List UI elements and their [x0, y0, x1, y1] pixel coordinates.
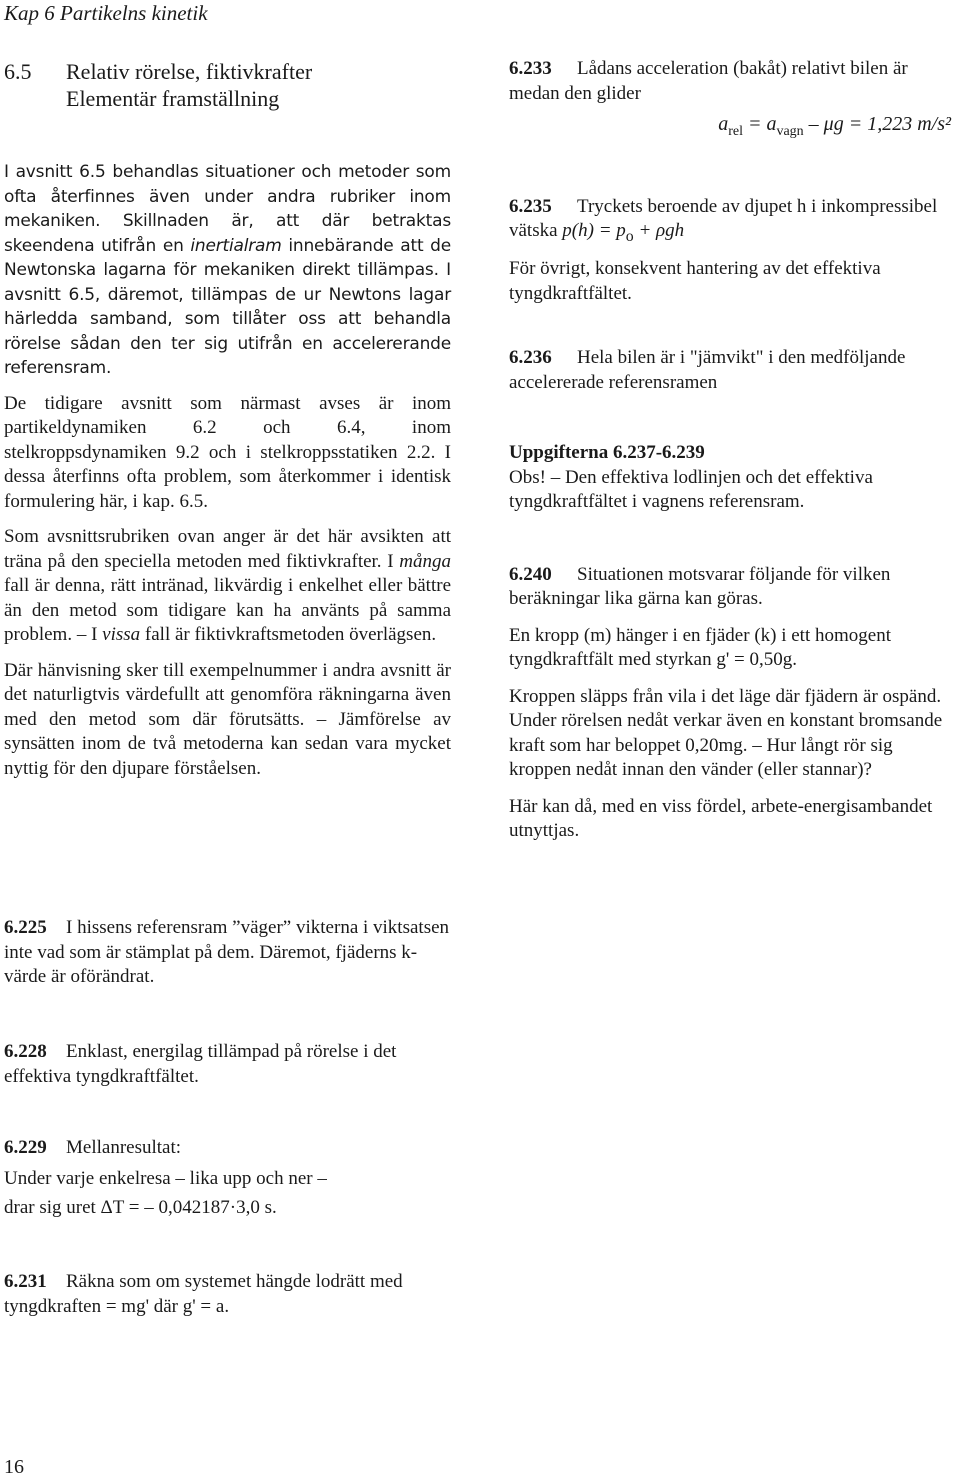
formula-part: a — [718, 113, 729, 135]
answer-line-3: drar sig uret ΔT = – 0,042187·3,0 s. — [4, 1197, 277, 1218]
answer-text: Lådans acceleration (bakåt) relativt bilen är medan den glider — [509, 58, 908, 104]
section-title-line1: Relativ rörelse, fiktivkrafter — [66, 59, 313, 84]
formula-pressure: p(h) = p — [562, 220, 626, 241]
section-title — [4, 58, 464, 112]
answer-6-229 — [4, 1136, 459, 1221]
answer-6-233 — [509, 57, 959, 145]
formula-subscript: o — [625, 227, 634, 245]
intro-p3-text-e: fall är fiktivkraftsmetoden överlägsen. — [140, 624, 437, 645]
intro-paragraph-1 — [4, 160, 451, 381]
intro-p1-text-a: I avsnitt 6.5 behandlas situationer och metoder som ofta återfinnes även under andra rubriker inom mekaniken. Skillnaden är, att där betraktas skeendena utifrån en — [4, 162, 451, 256]
answer-number: 6.228 — [4, 1041, 47, 1062]
answer-number: 6.235 — [509, 195, 552, 217]
answer-paragraph-2: En kropp (m) hänger i en fjäder (k) i ett homogent tyngdkraftfält med styrkan g' = 0,50g. — [509, 624, 891, 671]
intro-paragraph-2: De tidigare avsnitt som närmast avses är inom partikeldynamiken 6.2 och 6.4, inom stelkroppsdynamiken 9.2 och i stelkroppsstatiken 2.2. I dessa återfinns ofta problem, som återkommer i identisk formulering här, i kap. 6.5. — [4, 392, 451, 512]
intro-p3-emphasis-1: många — [399, 550, 451, 572]
answer-number: 6.225 — [4, 917, 47, 938]
intro-p3-text-c: fall är denna, rätt intränad, likvärdig i enkelhet eller bättre än den metod som tidigare kan ha använts på samma problem. – I — [4, 575, 451, 645]
tasks-heading: Uppgifterna 6.237-6.239 — [509, 442, 705, 464]
tasks-note — [509, 441, 959, 515]
tasks-text: Obs! – Den effektiva lodlinjen och det effektiva tyngdkraftfältet i vagnens referensram. — [509, 466, 873, 513]
formula-part: – μg = 1,223 m/s² — [803, 113, 951, 135]
answers-column — [509, 57, 959, 844]
answer-line-2: Under varje enkelresa – lika upp och ner – — [4, 1167, 327, 1189]
formula-part: + ρgh — [633, 220, 685, 241]
answer-text: I hissens referensram ”väger” vikterna i viktsatsen inte vad som är stämplat på dem. Däremot, fjäderns k-värde är oförändrat. — [4, 917, 450, 987]
intro-paragraph-4: Där hänvisning sker till exempelnummer i andra avsnitt är det naturligtvis värdefullt att genomföra räkningarna även med den metod som där förutsätts. – Jämförelse av synsätten inom de två metoderna kan sedan vara mycket nyttig för den djupare förståelsen. — [4, 659, 451, 779]
intro-p1-emphasis: inertialram — [190, 235, 282, 256]
formula-acceleration — [509, 112, 959, 145]
answer-number: 6.229 — [4, 1137, 47, 1158]
answer-number: 6.240 — [509, 563, 552, 585]
answer-6-228 — [4, 1040, 459, 1089]
section-title-line2: Elementär framställning — [66, 86, 280, 111]
page-number: 16 — [4, 1456, 24, 1478]
answer-paragraph-4: Här kan då, med en viss fördel, arbete-energisambandet utnyttjas. — [509, 795, 933, 842]
intro-p3-text-a: Som avsnittsrubriken ovan anger är det här avsikten att träna på den speciella metoden med fiktivkrafter. I — [4, 526, 451, 572]
answer-text: Situationen motsvarar följande för vilken beräkningar lika gärna kan göras. — [509, 563, 891, 610]
answer-6-225 — [4, 916, 459, 990]
intro-column — [4, 160, 451, 792]
intro-paragraph-3 — [4, 525, 451, 648]
section-number: 6.5 — [4, 59, 32, 84]
answer-6-240 — [509, 563, 959, 844]
answer-number: 6.236 — [509, 347, 552, 369]
answer-text: Tryckets beroende av djupet h i inkompressibel vätska — [509, 195, 938, 241]
intro-p1-text-c: innebärande att de Newtonska lagarna för mekaniken direkt tillämpas. I avsnitt 6.5, däremot, tillämpas de ur Newtons lagar härledda samband, som tillåter oss att behandla rörelse sådan den ter sig utifrån en accelererande referensram. — [4, 235, 451, 378]
answer-number: 6.233 — [509, 58, 552, 79]
formula-subscript: vagn — [776, 124, 804, 139]
formula-part: = a — [742, 113, 777, 135]
answer-text: Räkna som om systemet hängde lodrätt med tyngdkraften = mg' där g' = a. — [4, 1271, 403, 1317]
answer-text: Enklast, energilag tillämpad på rörelse i det effektiva tyngdkraftfältet. — [4, 1041, 397, 1087]
answer-6-235 — [509, 195, 959, 307]
chapter-header: Kap 6 Partikelns kinetik — [4, 1, 208, 25]
answer-6-236 — [509, 346, 959, 395]
answer-text-2: För övrigt, konsekvent hantering av det effektiva tyngdkraftfältet. — [509, 258, 881, 304]
formula-subscript: rel — [728, 124, 743, 139]
answer-6-231 — [4, 1270, 459, 1319]
answer-text: Hela bilen är i "jämvikt" i den medföljande accelererade referensramen — [509, 347, 906, 393]
answer-text: Mellanresultat: — [66, 1137, 182, 1158]
intro-p3-emphasis-2: vissa — [102, 624, 141, 645]
answer-number: 6.231 — [4, 1271, 47, 1292]
answer-paragraph-3: Kroppen släpps från vila i det läge där fjädern är ospänd. Under rörelsen nedåt verkar även en konstant bromsande kraft som har beloppet 0,20mg. – Hur långt rör sig kroppen nedåt innan den vänder (eller stannar)? — [509, 685, 943, 781]
